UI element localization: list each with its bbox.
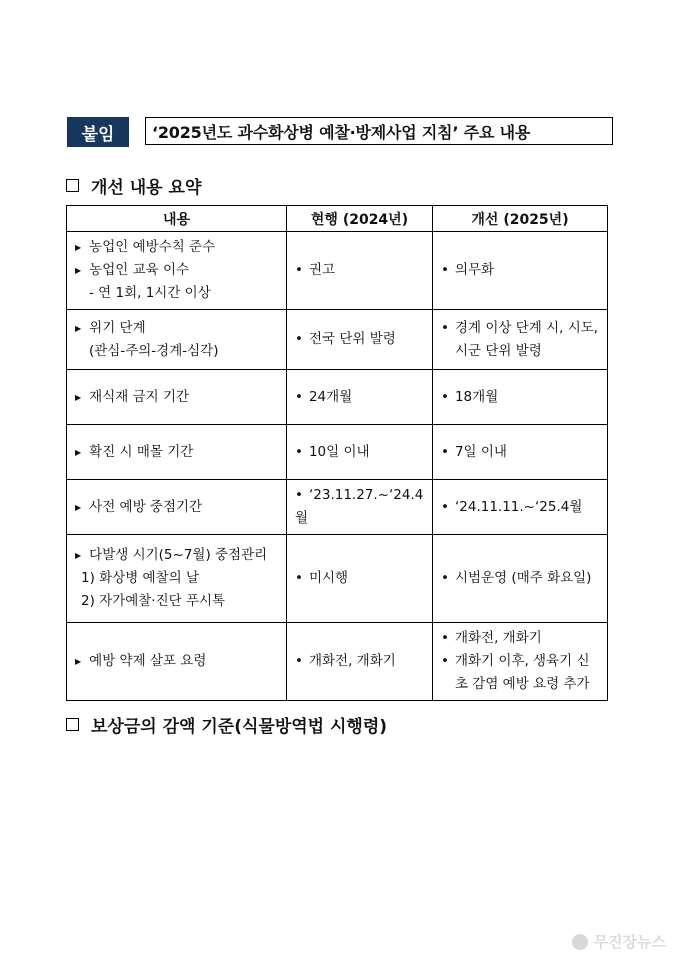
improved-text: 의무화 [454, 262, 495, 278]
improved-text: 경계 이상 단계 시, 시도, 시군 단위 발령 [454, 319, 599, 359]
current-text: 10일 이내 [308, 443, 370, 460]
improved-text: 개화기 이후, 생육기 신초 감염 예방 요령 추가 [454, 653, 590, 692]
table-row [67, 623, 608, 701]
content-text: 예방 약제 살포 요령 [89, 653, 207, 669]
table-row [67, 425, 608, 480]
content-text: 확진 시 매몰 기간 [89, 443, 194, 460]
triangle-bullet-icon: ▶ [75, 323, 82, 333]
logo-icon [572, 934, 588, 950]
triangle-bullet-icon: ▶ [75, 243, 82, 252]
watermark-text: 무진장뉴스 [593, 933, 666, 951]
table-row [67, 232, 608, 310]
current-text: 24개월 [308, 388, 353, 405]
attachment-badge: 붙임 [67, 117, 129, 147]
content-text: 다발생 시기(5~7월) 중점관리 [89, 547, 268, 563]
current-text: 개화전, 개화기 [308, 653, 396, 669]
improved-cell: • 시범운영 (매주 화요일) [433, 535, 608, 623]
current-cell: • 개화전, 개화기 [287, 623, 433, 701]
improved-cell: • 경계 이상 단계 시, 시도, 시군 단위 발령 [433, 310, 608, 370]
improved-cell: • ‘24.11.11.~‘25.4월 [433, 480, 608, 535]
improved-cell: • 개화전, 개화기 • 개화기 이후, 생육기 신초 감염 예방 요령 추가 [433, 623, 608, 701]
current-text: 권고 [308, 262, 336, 278]
current-cell: • 전국 단위 발령 [287, 310, 433, 370]
square-bullet-icon [66, 718, 79, 731]
improved-cell: • 7일 이내 [433, 425, 608, 480]
current-cell: • 권고 [287, 232, 433, 310]
improved-text: 개화전, 개화기 [454, 630, 542, 646]
content-subtext: (관심-주의-경계-심각) [89, 342, 219, 359]
content-text: 농업인 교육 이수 [89, 262, 190, 278]
triangle-bullet-icon: ▶ [75, 551, 82, 560]
triangle-bullet-icon: ▶ [75, 266, 82, 275]
content-cell [67, 310, 287, 370]
improved-cell: • 의무화 [433, 232, 608, 310]
table-row [67, 370, 608, 425]
content-text: 농업인 예방수칙 준수 [89, 239, 216, 255]
triangle-bullet-icon: ▶ [75, 392, 82, 402]
content-cell [67, 370, 287, 425]
improved-text: 시범운영 (매주 화요일) [454, 570, 592, 586]
current-cell: • 10일 이내 [287, 425, 433, 480]
table-row [67, 535, 608, 623]
content-subtext: - 연 1회, 1시간 이상 [89, 285, 211, 301]
content-text: 재식재 금지 기간 [89, 388, 190, 405]
compensation-heading-text: 보상금의 감액 기준(식물방역법 시행령) [91, 717, 388, 737]
current-cell: • ‘23.11.27.~‘24.4월 [287, 480, 433, 535]
content-cell [67, 232, 287, 310]
content-cell [67, 425, 287, 480]
current-text: ‘23.11.27.~‘24.4월 [295, 487, 424, 526]
current-cell: • 미시행 [287, 535, 433, 623]
triangle-bullet-icon: ▶ [75, 447, 82, 457]
document-title: ‘2025년도 과수화상병 예찰·방제사업 지침’ 주요 내용 [145, 117, 613, 145]
current-text: 미시행 [308, 570, 349, 586]
summary-heading-text: 개선 내용 요약 [91, 178, 202, 198]
triangle-bullet-icon: ▶ [75, 657, 82, 666]
square-bullet-icon [66, 179, 79, 192]
improved-text: 7일 이내 [454, 443, 507, 460]
table-row [67, 310, 608, 370]
current-cell: • 24개월 [287, 370, 433, 425]
content-subtext: 2) 자가예찰·진단 푸시톡 [81, 593, 226, 609]
column-header-improved: 개선 (2025년) [433, 206, 608, 232]
content-text: 사전 예방 중점기간 [89, 498, 203, 515]
content-cell [67, 480, 287, 535]
content-subtext: 1) 화상병 예찰의 날 [81, 570, 200, 586]
content-cell [67, 535, 287, 623]
table-header-row [67, 206, 608, 232]
watermark [572, 931, 666, 952]
column-header-content: 내용 [67, 206, 287, 232]
triangle-bullet-icon: ▶ [75, 502, 82, 512]
current-text: 전국 단위 발령 [308, 331, 396, 347]
improved-text: 18개월 [454, 388, 499, 405]
summary-section-heading [66, 173, 201, 198]
improved-text: ‘24.11.11.~‘25.4월 [454, 498, 583, 515]
table-row [67, 480, 608, 535]
summary-table [66, 205, 608, 701]
improved-cell: • 18개월 [433, 370, 608, 425]
content-text: 위기 단계 [89, 319, 146, 336]
content-cell [67, 623, 287, 701]
compensation-section-heading [66, 712, 387, 737]
page-header [67, 117, 615, 147]
column-header-current: 현행 (2024년) [287, 206, 433, 232]
